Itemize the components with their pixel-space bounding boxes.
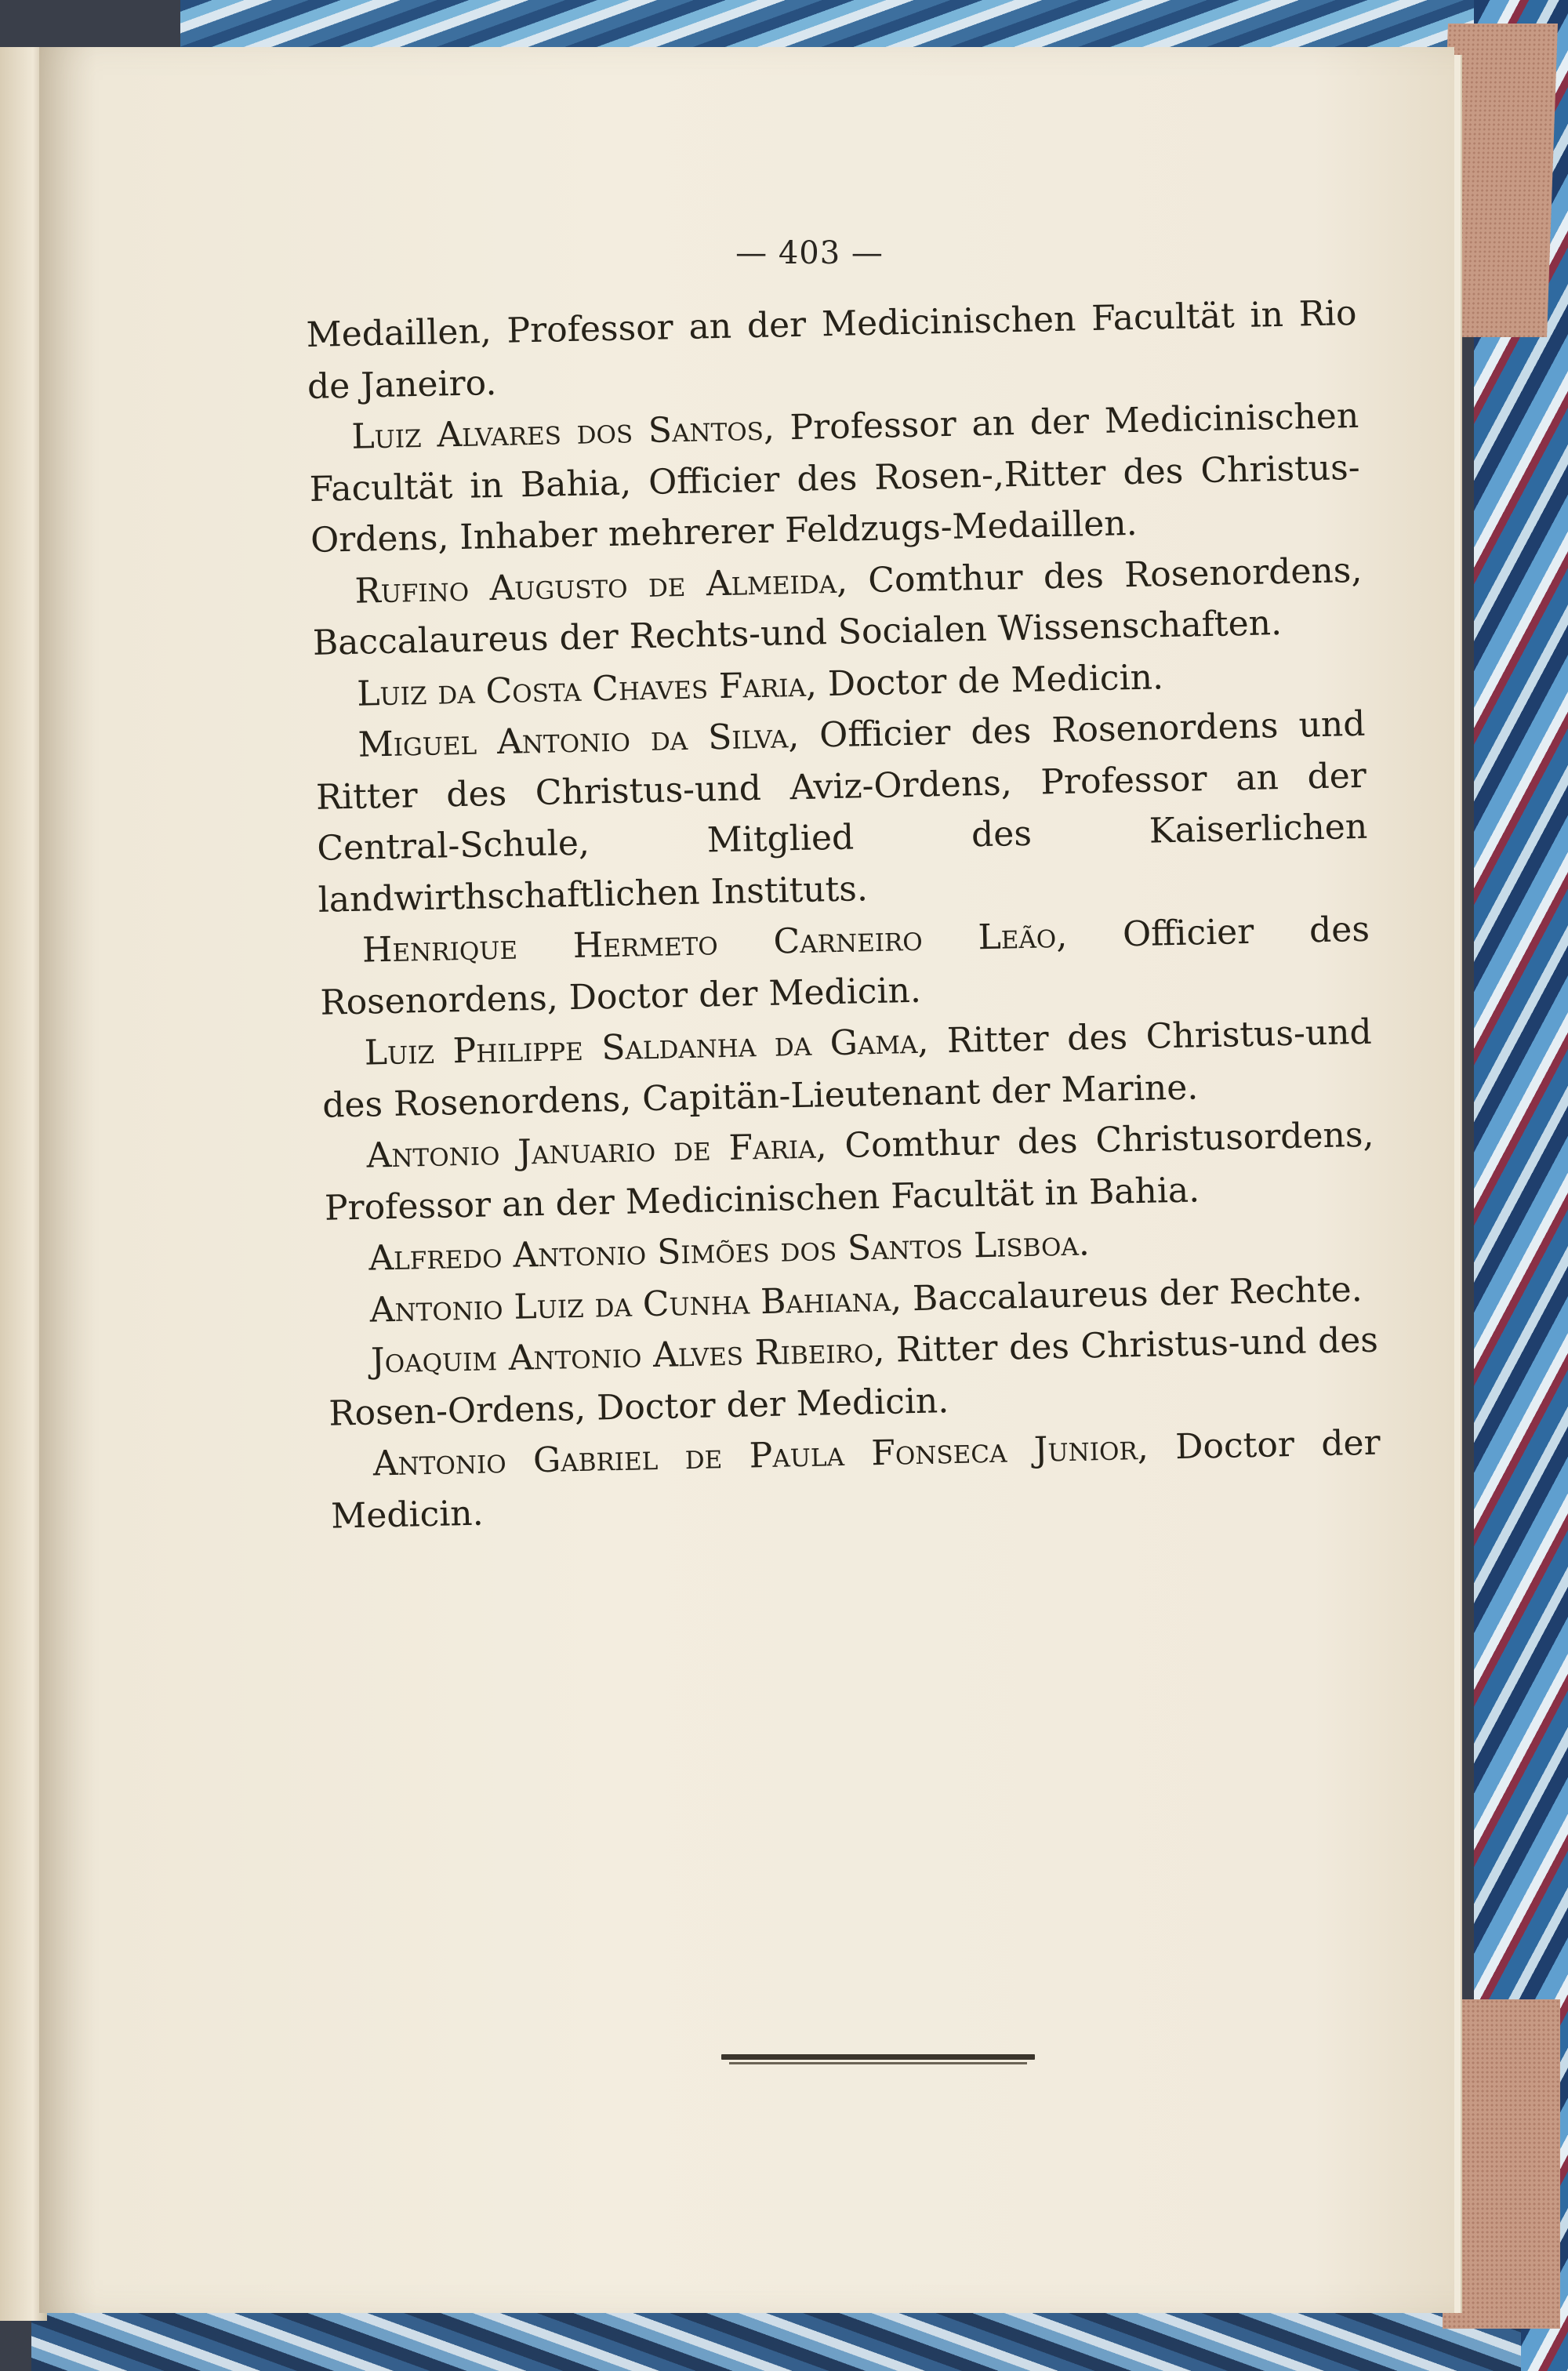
person-name: Henrique Hermeto Carneiro Leão [361,916,1057,971]
person-name: Luiz da Costa Chaves Faria [356,664,807,714]
paragraph [329,1418,1381,1542]
person-name: Luiz Alvares dos Santos [350,408,764,457]
person-name: Alfredo Antonio Simões dos Santos Lisboa [368,1223,1080,1279]
paragraph [308,390,1362,567]
person-name: Rufino Augusto de Almeida [354,561,837,612]
person-description: , Baccalaureus der Rechte. [890,1269,1363,1320]
book-page [39,47,1454,2313]
page-text [306,288,1382,1542]
person-description: , Officier des Rosenordens, Doctor der Medicin. [319,909,1370,1023]
person-description: , Ritter des Christus-und des Rosen-Ordens, Doctor der Medicin. [328,1320,1379,1434]
person-description: , Comthur des Christusordens, Professor an der Medicinischen Facultät in Bahia. [324,1114,1374,1229]
person-name: Luiz Philippe Saldanha da Gama [364,1021,918,1073]
person-description: , Ritter des Christus-und des Rosenordens, Capitän-Lieutenant der Marine. [321,1011,1373,1126]
end-rule-thin [729,2062,1027,2064]
end-rule [721,2054,1035,2060]
page-number: — 403 — [735,235,884,271]
person-description: , Doctor de Medicin. [805,656,1164,705]
person-name: Antonio Gabriel de Paula Fonseca Junior [372,1428,1138,1484]
person-description: , Professor an der Medicinischen Facultät in Bahia, Officier des Rosen-,Ritter des Christus-Ordens, Inhaber mehrerer Feldzugs-Medaillen. [309,395,1361,561]
person-name: Miguel Antonio da Silva [358,716,789,765]
person-name: Antonio Luiz da Cunha Bahiana [369,1279,891,1331]
paragraph [311,544,1363,669]
person-name: Antonio Januario de Faria [366,1126,816,1176]
person-description: , Doctor der Medicin. [330,1422,1381,1537]
person-description: , Officier des Rosenordens und Ritter des Christus-und Aviz-Ordens, Professor an der Central-Schule, Mitglied des Kaiserlichen landwirthschaftlichen Instituts. [315,703,1368,920]
paragraph: Medaillen, Professor an der Medicinischen Facultät in Rio de Janeiro. [306,292,1357,407]
person-description: , Comthur des Rosenordens, Baccalaureus der Rechts-und Socialen Wissenschaften. [312,550,1363,663]
paragraph [314,699,1369,926]
person-description: . [1078,1223,1091,1264]
marbled-edge-bottom [31,2313,1521,2371]
person-name: Joaquim Antonio Alves Ribeiro [370,1331,874,1382]
